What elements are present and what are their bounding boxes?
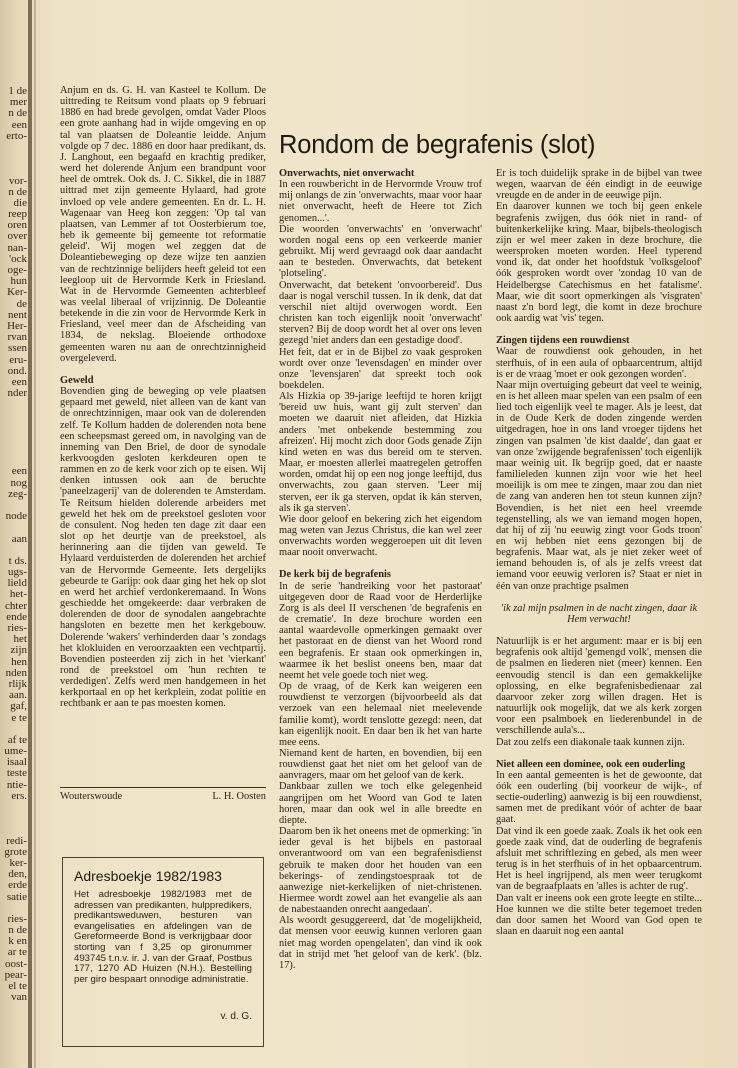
fragment-line: t ds. bbox=[8, 555, 27, 567]
fragment-line: n de bbox=[8, 108, 27, 120]
section-heading-geweld: Geweld bbox=[60, 374, 94, 386]
fragment-line: reep bbox=[8, 209, 27, 221]
fragment-line: oren bbox=[7, 220, 27, 232]
fragment-line: nder bbox=[7, 388, 27, 400]
fragment-line: die bbox=[13, 197, 27, 209]
fragment-line: een bbox=[11, 466, 27, 478]
paragraph: In een rouwbericht in de Hervormde Vrouw trof mij onlangs de zin 'onverwachts, maar voor haar niet onverwacht, heeft de Heere tot Zich genomen...'. bbox=[279, 179, 482, 224]
signature-line bbox=[60, 787, 266, 802]
fragment-line: aan bbox=[11, 533, 27, 545]
paragraph: In een aantal gemeenten is het de gewoonte, dat óók een ouderling (bij voorkeur de wijk-, of sectie-ouderling) aanwezig is bij een rouwdienst, samen met de predikant vóór of achter de baar gaat. bbox=[496, 769, 702, 826]
paragraph: Op de vraag, of de Kerk kan weigeren een rouwdienst te verzorgen (bijvoorbeeld als dat verzoek van een helemaal niet meelevende familie komt), wordt tenslotte gezegd: neen, dat kan eigenlijk nooit. En daar ben ik het van harte mee eens. bbox=[279, 681, 482, 748]
fragment-line: Her- bbox=[7, 320, 27, 332]
paragraph-gap bbox=[279, 558, 482, 569]
fragment-line: pear- bbox=[4, 969, 27, 981]
fragment-line: grote bbox=[4, 846, 27, 858]
notice-initials: v. d. G. bbox=[220, 1011, 252, 1023]
fragment-line bbox=[0, 724, 27, 735]
fragment-line: erto- bbox=[6, 130, 27, 142]
intro-paragraph: Anjum en ds. G. H. van Kasteel te Kollum. De uittreding te Reitsum vond plaats op 9 februari 1886 en had brede gevolgen, omdat Vader Ploos een grote aanhang had in wijde omgeving en op tal van plaatsen de Doleantie leidde. Anjum volgde op 7 dec. 1886 en door haar predikant, ds. J. Langhout, een begaafd en krachtig prediker, werd het dolerende Anjum een brandpunt voor heel de omtrek. Ook ds. J. C. Sikkel, die in 1887 uittrad met zijn gemeente Hylaard, had grote invloed op vele andere gemeenten. En dr. L. H. Wagenaar van Heeg kon zeggen: 'Op tal van plaatsen, van Lemmer af tot Oosterbierum toe, heb ik gemeente bij gemeente tot reformatie geleid'. Wij mogen wel zeggen dat de Doleantiebeweging op deze wijze ten aanzien van de rechtzinnige belijders heeft geleid tot een leegloop uit de Hervormde Kerk in Friesland. Wat in de Hervormde Gemeenten achterbleef was veelal liberaal of vrijzinnig. De Doleantie betekende in die zin voor de Hervormde Kerk in Friesland, veel meer dan de Afscheiding van 1834, de nekslag. Bloeiende orthodoxe gemeenten waren nu aan de onrechtzinnigheid overgeleverd. bbox=[60, 85, 266, 364]
paragraph: Naar mijn overtuiging gebeurt dat veel te weinig, en is het alleen maar spelen van een psalm of een lied toch eigenlijk veel te mager. Als je leest, dat in de Oude Kerk de doden zingende werden uitgedragen, hoe in ons land vroeger tijdens het zingen van psalmen 'de kist daalde', dan gaat er van onze 'zwijgende begrafenissen' toch eigenlijk maar weinig uit. Ik begrijp goed, dat er naaste familieleden kunnen zijn voor wie het heel moeilijk is om mee te zingen, maar zou dan niet de zang van anderen hen tot steun kunnen zijn? Bovendien, is het niet een heel vreemde tegenstelling, als we van iemand mogen hopen, dat hij of zij 'nu eeuwig zingt voor Gods troon' en wij hebben niet eens gezongen bij de begrafenis. Maar wat, als je niet zeker weet of iemand behouden is, of als je zelfs vreest dat iemand voor eeuwig verloren is? Staat er niet in één van onze prachtige psalmen bbox=[496, 379, 702, 592]
paragraph: Natuurlijk is er het argument: maar er is bij een begrafenis ook altijd 'gemengd volk', mensen die de psalmen en liederen niet (meer) kennen. Een eenvoudig stencil is dan een gemakkelijke oplossing, en elke begrafenisbedienaar zal daarvoor zeker zorg willen dragen. Het is natuurlijk ook mogelijk, dat we als kerk zorgen voor een psalmboek en liederenbundel in de verschillende aula's... bbox=[496, 636, 702, 737]
paragraph: Niemand kent de harten, en bovendien, bij een rouwdienst gaat het niet om het geloof van de aanvragers, maar om het geloof van de kerk. bbox=[279, 747, 482, 782]
fragment-line: k en bbox=[8, 936, 27, 948]
fragment-line: satie bbox=[6, 891, 27, 903]
fragment-line: ers. bbox=[11, 790, 27, 802]
fragment-line bbox=[0, 433, 27, 444]
fragment-line: ries- bbox=[7, 623, 27, 634]
fragment-line: oge- bbox=[7, 265, 27, 276]
fragment-line: hun bbox=[10, 276, 27, 288]
fragment-line bbox=[0, 142, 27, 153]
fragment-line: het- bbox=[9, 589, 27, 601]
fragment-line: zeg- bbox=[8, 488, 27, 500]
fragment-line: redi- bbox=[6, 835, 27, 847]
fragment-line: ar te bbox=[7, 947, 27, 959]
paragraph: Die woorden 'onverwachts' en 'onverwacht' worden nogal eens op een verkeerde manier gebruikt. Mij werd gevraagd ook daar aandacht aan te besteden. Onverwachts, dat betekent 'plotseling'. bbox=[279, 223, 482, 280]
fragment-line: aan. bbox=[8, 690, 27, 702]
fragment-line: n de bbox=[8, 925, 27, 937]
signature-author: L. H. Oosten bbox=[212, 791, 266, 802]
fragment-line: node bbox=[5, 511, 27, 523]
fragment-line: ugs- bbox=[8, 567, 27, 579]
fragment-line: oost- bbox=[5, 958, 27, 970]
fragment-line: ende bbox=[6, 611, 27, 623]
fragment-line: ker- bbox=[9, 857, 27, 869]
fragment-line: nog bbox=[10, 477, 27, 489]
paragraph: Dat vind ik een goede zaak. Zoals ik het ook een goede zaak vind, dat de ouderling de begrafenis afsluit met schriftlezing en gebed, als men weer terug is in het sterfhuis of in het opbaarcentrum. Het is heel ingrijpend, als men weer terugkomt van de begraafplaats en 'alles is achter de rug'. bbox=[496, 825, 702, 893]
fragment-line: rvan bbox=[7, 332, 27, 344]
psalm-quote: 'ik zal mijn psalmen in de nacht zingen, daar ik Hem verwacht! bbox=[500, 602, 698, 625]
geweld-paragraph: Bovendien ging de beweging op vele plaatsen gepaard met geweld, niet alleen van de kant van de onrechtzinnigen, maar ook van de dolerenden zelf. Te Kollum hadden de dolerenden nota bene een scheepsmast gereed om, in navolging van de inneming van Den Briel, de door de synodale kerkvoogden gesloten kerkdeuren open te rammen en zo de kerk voor zich op te eisen. Wij denken intussen ook aan de beruchte 'paneelzagerij' van de dolerenden te Amsterdam. Te Reitsum hielden dolerende arbeiders met geweld het hek om de preekstoel gesloten voor de consulent. Nog heden ten dage zit daar een slot op het deurtje van de preekstoel, als herinnering aan die tijden van geweld. Te Hylaard verduisterden de dolerenden het archief van de Hervormde Gemeente. Iets dergelijks gebeurde te Garijp: ook daar ging het hek op slot en werd het archief verdonkeremaand. In Wons geschiedde het omgekeerde: daar verbraken de dolerenden de door de synodalen aangebrachte hangsloten en bezette men het kerkgebouw. Dolerende 'wakers' verhinderden daar 's zondags het klokluiden en veroorzaakten een vechtpartij. Bovendien posteerden zij zich in het 'vierkant' rond de preekstoel om 'hun rechten te verdedigen'. Zelfs werd men handgemeen in het kerkportaal en op het kerkplein, zodat politie en rechtbank er aan te pas moesten komen. bbox=[60, 386, 266, 710]
column-left bbox=[60, 85, 266, 710]
fragment-line: ntie- bbox=[6, 779, 27, 791]
fragment-line: 1 de bbox=[8, 86, 27, 97]
fragment-line: ond. bbox=[7, 365, 27, 377]
fragment-line bbox=[0, 545, 27, 556]
fragment-line bbox=[0, 522, 27, 533]
fragment-line: chter bbox=[5, 600, 27, 612]
section-heading: Zingen tijdens een rouwdienst bbox=[496, 335, 630, 347]
fragment-line: het bbox=[13, 634, 27, 646]
fragment-line bbox=[0, 399, 27, 410]
paragraph: Als Hizkia op 39-jarige leeftijd te horen krijgt 'bereid uw huis, want gij zult sterven' dan moeten we daaruit niet afleiden, dat Hizkia anders 'met onbekende bestemming zou afreizen'. Hij mocht zich door Gods genade Zijn kind weten en was dus bereid om te sterven. Maar, er moesten allerlei maatregelen getroffen worden, omdat hij op een nog jonge leeftijd, dus onverwachts, zou gaan sterven. 'Leer mij sterven, eer ik ga sterven, opdat ik kán sterven, als ik ga sterven'. bbox=[279, 391, 482, 514]
fragment-line: isaal bbox=[6, 757, 27, 769]
paragraph: Dat zou zelfs een diakonale taak kunnen zijn. bbox=[496, 736, 685, 748]
column-middle bbox=[279, 168, 482, 971]
fragment-line bbox=[0, 422, 27, 433]
fragment-line bbox=[0, 153, 27, 164]
fragment-line: af te bbox=[7, 734, 27, 746]
fragment-line bbox=[0, 500, 27, 511]
section-heading: Onverwachts, niet onverwacht bbox=[279, 168, 415, 179]
paragraph: Dan valt er ineens ook een grote leegte en stilte... Hoe kunnen we die stilte beter tegemoet treden dan door samen het Woord van God open te slaan en daaruit nog een aantal bbox=[496, 892, 702, 937]
paragraph: Wie door geloof en bekering zich het eigendom mag weten van Jezus Christus, die kan wel zeer onverwachts worden weggeroepen uit dit leven maar nooit onverwacht. bbox=[279, 513, 482, 559]
section-heading: Niet alleen een dominee, ook een ouderling bbox=[496, 758, 686, 770]
fragment-line bbox=[0, 455, 27, 466]
fragment-line: lield bbox=[7, 578, 27, 590]
paragraph: En daarover kunnen we toch bij geen enkele begrafenis zwijgen, dus óók niet in rand- of buitenkerkelijke kring. Maar, bijbels-theologisch zijn er wel meer zaken in deze brochure, die weersproken moeten worden. Heel typerend vond ik, dat onder het hoofdstuk 'volksgeloof' óók gesproken wordt over 'zondag 10 van de Heidelbergse Catechismus en het fatalisme'. Maar, wie dit soort opmerkingen als 'visgraten' naast z'n bord legt, die komt in deze brochure ook aardig wat 'vis' tegen. bbox=[496, 201, 702, 325]
fragment-line bbox=[0, 444, 27, 455]
fragment-line: mer bbox=[9, 97, 27, 109]
fragment-line: rlijk bbox=[8, 678, 27, 690]
fragment-line: een bbox=[11, 119, 27, 131]
page-gutter bbox=[28, 0, 32, 1068]
fragment-line bbox=[0, 813, 27, 824]
fragment-line: zijn bbox=[10, 645, 27, 657]
fragment-line: erde bbox=[8, 880, 27, 892]
section-heading: De kerk bij de begrafenis bbox=[279, 569, 391, 581]
fragment-line: den, bbox=[8, 869, 27, 881]
fragment-line bbox=[0, 410, 27, 421]
fragment-line: gaf, bbox=[10, 701, 27, 713]
fragment-line: hen bbox=[11, 656, 27, 668]
fragment-line: vor- bbox=[8, 175, 27, 187]
fragment-line bbox=[0, 802, 27, 813]
fragment-line: nent bbox=[8, 309, 27, 321]
fragment-line: eru- bbox=[9, 354, 27, 366]
fragment-line: ries- bbox=[7, 913, 27, 925]
notice-title: Adresboekje 1982/1983 bbox=[74, 868, 222, 884]
paragraph: Daarom ben ik het oneens met de opmerking: 'in ieder geval is het bijbels en pastoraal onverantwoord om van een begrafenisdienst gebruik te maken door het houden van een bekerings- of zendingstoespraak tot de aanwezige niet-kerkelijken of niet-christenen. Hiermee wordt zowel aan het evangelie als aan de nabestaanden onrecht aangedaan'. bbox=[279, 826, 482, 916]
paragraph-gap bbox=[496, 324, 702, 335]
fragment-line: n de bbox=[8, 186, 27, 198]
previous-page-fragments bbox=[0, 86, 27, 1003]
paragraph: Er is toch duidelijk sprake in de bijbel van twee wegen, waarvan de één eindigt in de eeuwige vreugde en de ander in de eeuwige pijn. bbox=[496, 168, 702, 202]
page-gutter-shadow bbox=[34, 0, 36, 1068]
fragment-line bbox=[0, 164, 27, 175]
fragment-line: de bbox=[16, 298, 27, 310]
column-right bbox=[496, 168, 702, 937]
fragment-line: e te bbox=[11, 712, 27, 724]
paragraph: Als woordt gesuggereerd, dat 'de mogelijkheid, dat mensen voor eeuwig kunnen verloren gaan niet mag worden opengelaten', dan vind ik ook dat in strijd met 'het geloof van de kerk'. (blz. 17). bbox=[279, 915, 482, 971]
article-title: Rondom de begrafenis (slot) bbox=[279, 131, 596, 159]
fragment-line bbox=[0, 903, 27, 914]
paragraph-gap bbox=[496, 625, 702, 636]
fragment-line: een bbox=[11, 376, 27, 388]
paragraph: Waar de rouwdienst ook gehouden, in het sterfhuis, of in een aula of opbaarcentrum, altijd is er de vraag 'moet er ook gezongen worden'. bbox=[496, 346, 702, 380]
paragraph-gap bbox=[496, 592, 702, 603]
paragraph: In de serie 'handreiking voor het pastoraat' uitgegeven door de Raad voor de Herderlijke Zorg is als deel II verschenen 'de begrafenis en de crematie'. In deze brochure worden een aantal waardevolle opmerkingen gemaakt over het pastoraat en de dienst van het Woord rond een begrafenis. Er staan ook opmerkingen in, waarmee ik het beslist oneens ben, maar dat neemt het vele goede toch niet weg. bbox=[279, 580, 482, 681]
notice-body: Het adresboekje 1982/1983 met de adressen van predikanten, hulppredikers, predikantsweduwen, besturen van evangelisaties en afdelingen van de Gereformeerde Bond is verkrijgbaar door storting van f 3,25 op gironummer 493745 t.n.v. ir. J. van der Graaf, Postbus 177, 1270 AD Huizen (N.H.). Bestelling per giro bespaart onnodige administratie. bbox=[74, 889, 252, 985]
fragment-line: nden bbox=[5, 667, 27, 679]
paragraph: Dankbaar zullen we toch elke gelegenheid aangrijpen om het Woord van God te laten horen, maar dan ook wel in alle breedte en diepte. bbox=[279, 781, 482, 826]
fragment-line: Ker- bbox=[7, 287, 27, 299]
fragment-line bbox=[0, 824, 27, 835]
fragment-line: over bbox=[7, 231, 27, 243]
signature-place: Wouterswoude bbox=[60, 791, 123, 802]
fragment-line: nan- bbox=[7, 242, 27, 254]
paragraph: Onverwacht, dat betekent 'onvoorbereid'. Dus daar is nogal verschil tussen. In ik denk, dat dat verschil niet altijd overwogen wordt. Een christen kan toch eigenlijk nooit 'onverwacht' sterven? Bij de doop wordt het al over ons leven gezegd 'niet anders dan een gestadige dood'. bbox=[279, 279, 482, 347]
fragment-line: ume- bbox=[4, 746, 27, 758]
fragment-line: el te bbox=[8, 981, 27, 992]
fragment-line: van bbox=[11, 992, 27, 1004]
fragment-line: 'ock bbox=[9, 253, 27, 265]
fragment-line: ssen bbox=[8, 343, 27, 355]
adresboekje-notice bbox=[62, 857, 264, 1047]
paragraph-gap bbox=[496, 748, 702, 759]
fragment-line: teste bbox=[6, 768, 27, 780]
paragraph: Het feit, dat er in de Bijbel zo vaak gesproken wordt over onze 'levensdagen' en minder over onze 'levensjaren' dat spreekt toch ook boekdelen. bbox=[279, 346, 482, 391]
